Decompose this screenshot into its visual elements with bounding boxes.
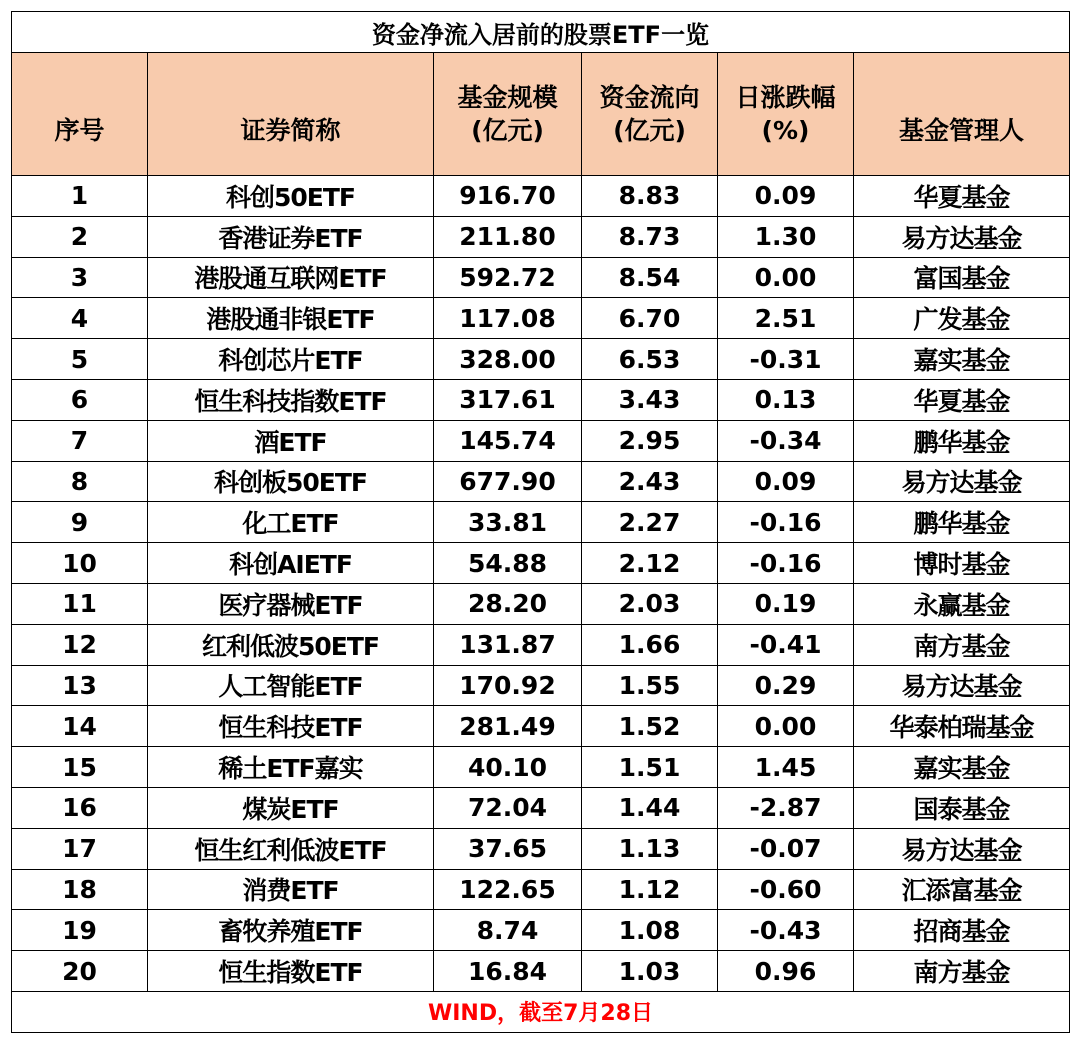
cell-manager: 华泰柏瑞基金 <box>854 706 1070 747</box>
cell-flow: 1.08 <box>582 910 718 951</box>
cell-change: 0.13 <box>718 379 854 420</box>
cell-change: -0.31 <box>718 339 854 380</box>
cell-manager: 广发基金 <box>854 298 1070 339</box>
cell-name: 红利低波50ETF <box>148 624 434 665</box>
cell-scale: 281.49 <box>434 706 582 747</box>
cell-scale: 28.20 <box>434 583 582 624</box>
cell-scale: 33.81 <box>434 502 582 543</box>
table-row <box>12 176 1070 217</box>
cell-change: 0.19 <box>718 583 854 624</box>
cell-change: 0.09 <box>718 176 854 217</box>
cell-flow: 1.44 <box>582 787 718 828</box>
cell-manager: 博时基金 <box>854 543 1070 584</box>
cell-no: 6 <box>12 379 148 420</box>
header-scale-line1: 基金规模 <box>457 83 558 112</box>
cell-scale: 72.04 <box>434 787 582 828</box>
cell-no: 15 <box>12 747 148 788</box>
header-name-line2: 证券简称 <box>240 116 341 145</box>
cell-no: 14 <box>12 706 148 747</box>
cell-name: 化工ETF <box>148 502 434 543</box>
cell-name: 科创芯片ETF <box>148 339 434 380</box>
cell-no: 11 <box>12 583 148 624</box>
header-manager <box>854 53 1070 176</box>
table-row <box>12 624 1070 665</box>
table-row <box>12 747 1070 788</box>
table-row <box>12 951 1070 992</box>
cell-flow: 6.70 <box>582 298 718 339</box>
table-body <box>12 176 1070 992</box>
header-no-line2: 序号 <box>54 116 105 145</box>
cell-no: 4 <box>12 298 148 339</box>
cell-scale: 328.00 <box>434 339 582 380</box>
cell-no: 12 <box>12 624 148 665</box>
cell-scale: 117.08 <box>434 298 582 339</box>
cell-manager: 华夏基金 <box>854 379 1070 420</box>
cell-change: 0.00 <box>718 257 854 298</box>
table-row <box>12 706 1070 747</box>
cell-manager: 国泰基金 <box>854 787 1070 828</box>
cell-manager: 永赢基金 <box>854 583 1070 624</box>
cell-manager: 易方达基金 <box>854 828 1070 869</box>
table-row <box>12 461 1070 502</box>
table-row <box>12 787 1070 828</box>
table-row <box>12 216 1070 257</box>
cell-scale: 37.65 <box>434 828 582 869</box>
table-row <box>12 869 1070 910</box>
cell-change: -0.60 <box>718 869 854 910</box>
etf-table <box>11 11 1070 1033</box>
cell-no: 1 <box>12 176 148 217</box>
cell-manager: 华夏基金 <box>854 176 1070 217</box>
cell-flow: 1.13 <box>582 828 718 869</box>
cell-name: 医疗器械ETF <box>148 583 434 624</box>
cell-change: -0.43 <box>718 910 854 951</box>
cell-scale: 131.87 <box>434 624 582 665</box>
cell-scale: 592.72 <box>434 257 582 298</box>
cell-flow: 2.95 <box>582 420 718 461</box>
cell-name: 酒ETF <box>148 420 434 461</box>
cell-flow: 2.03 <box>582 583 718 624</box>
cell-change: 0.00 <box>718 706 854 747</box>
cell-name: 煤炭ETF <box>148 787 434 828</box>
cell-change: -0.41 <box>718 624 854 665</box>
cell-scale: 8.74 <box>434 910 582 951</box>
cell-no: 7 <box>12 420 148 461</box>
table-row <box>12 828 1070 869</box>
table-row <box>12 379 1070 420</box>
cell-change: 0.96 <box>718 951 854 992</box>
table-row <box>12 583 1070 624</box>
cell-manager: 汇添富基金 <box>854 869 1070 910</box>
table-row <box>12 257 1070 298</box>
cell-flow: 8.54 <box>582 257 718 298</box>
header-flow-line1: 资金流向 <box>599 83 700 112</box>
table-row <box>12 420 1070 461</box>
cell-manager: 招商基金 <box>854 910 1070 951</box>
table-row <box>12 339 1070 380</box>
table-row <box>12 910 1070 951</box>
cell-change: -0.16 <box>718 502 854 543</box>
cell-flow: 3.43 <box>582 379 718 420</box>
cell-manager: 易方达基金 <box>854 216 1070 257</box>
cell-flow: 2.43 <box>582 461 718 502</box>
cell-no: 17 <box>12 828 148 869</box>
table-row <box>12 298 1070 339</box>
cell-scale: 122.65 <box>434 869 582 910</box>
cell-name: 香港证券ETF <box>148 216 434 257</box>
cell-flow: 6.53 <box>582 339 718 380</box>
cell-no: 10 <box>12 543 148 584</box>
cell-change: 0.29 <box>718 665 854 706</box>
cell-name: 畜牧养殖ETF <box>148 910 434 951</box>
cell-name: 恒生红利低波ETF <box>148 828 434 869</box>
cell-name: 恒生指数ETF <box>148 951 434 992</box>
cell-scale: 40.10 <box>434 747 582 788</box>
header-flow <box>582 53 718 176</box>
header-scale-line2: (亿元) <box>471 116 544 145</box>
cell-no: 13 <box>12 665 148 706</box>
cell-flow: 2.27 <box>582 502 718 543</box>
cell-change: -0.07 <box>718 828 854 869</box>
header-change-line2: (%) <box>761 116 810 145</box>
cell-flow: 1.55 <box>582 665 718 706</box>
cell-change: 2.51 <box>718 298 854 339</box>
cell-scale: 54.88 <box>434 543 582 584</box>
cell-scale: 170.92 <box>434 665 582 706</box>
cell-manager: 嘉实基金 <box>854 339 1070 380</box>
cell-scale: 916.70 <box>434 176 582 217</box>
cell-scale: 211.80 <box>434 216 582 257</box>
cell-scale: 677.90 <box>434 461 582 502</box>
cell-name: 消费ETF <box>148 869 434 910</box>
header-row <box>12 53 1070 176</box>
cell-manager: 鹏华基金 <box>854 502 1070 543</box>
cell-flow: 2.12 <box>582 543 718 584</box>
cell-scale: 145.74 <box>434 420 582 461</box>
header-scale <box>434 53 582 176</box>
cell-manager: 南方基金 <box>854 951 1070 992</box>
table-row <box>12 665 1070 706</box>
cell-name: 恒生科技指数ETF <box>148 379 434 420</box>
header-change-line1: 日涨跌幅 <box>735 83 836 112</box>
cell-name: 科创AIETF <box>148 543 434 584</box>
cell-flow: 1.12 <box>582 869 718 910</box>
cell-scale: 16.84 <box>434 951 582 992</box>
cell-no: 3 <box>12 257 148 298</box>
table-title: 资金净流入居前的股票ETF一览 <box>12 12 1070 53</box>
cell-manager: 嘉实基金 <box>854 747 1070 788</box>
source-note: WIND，截至7月28日 <box>12 991 1070 1032</box>
cell-name: 科创50ETF <box>148 176 434 217</box>
cell-no: 19 <box>12 910 148 951</box>
cell-flow: 8.73 <box>582 216 718 257</box>
cell-name: 人工智能ETF <box>148 665 434 706</box>
cell-change: -2.87 <box>718 787 854 828</box>
cell-flow: 8.83 <box>582 176 718 217</box>
cell-manager: 富国基金 <box>854 257 1070 298</box>
cell-change: -0.16 <box>718 543 854 584</box>
cell-no: 8 <box>12 461 148 502</box>
header-manager-line2: 基金管理人 <box>898 116 1024 145</box>
cell-no: 9 <box>12 502 148 543</box>
cell-manager: 鹏华基金 <box>854 420 1070 461</box>
cell-no: 16 <box>12 787 148 828</box>
cell-manager: 南方基金 <box>854 624 1070 665</box>
cell-flow: 1.52 <box>582 706 718 747</box>
cell-change: 1.45 <box>718 747 854 788</box>
cell-no: 5 <box>12 339 148 380</box>
cell-no: 2 <box>12 216 148 257</box>
cell-no: 18 <box>12 869 148 910</box>
header-change <box>718 53 854 176</box>
cell-name: 港股通互联网ETF <box>148 257 434 298</box>
table-row <box>12 543 1070 584</box>
cell-scale: 317.61 <box>434 379 582 420</box>
cell-name: 科创板50ETF <box>148 461 434 502</box>
header-no <box>12 53 148 176</box>
table-row <box>12 502 1070 543</box>
cell-change: 0.09 <box>718 461 854 502</box>
cell-change: 1.30 <box>718 216 854 257</box>
cell-name: 恒生科技ETF <box>148 706 434 747</box>
cell-flow: 1.03 <box>582 951 718 992</box>
cell-change: -0.34 <box>718 420 854 461</box>
cell-manager: 易方达基金 <box>854 665 1070 706</box>
cell-manager: 易方达基金 <box>854 461 1070 502</box>
cell-no: 20 <box>12 951 148 992</box>
header-flow-line2: (亿元) <box>613 116 686 145</box>
header-name <box>148 53 434 176</box>
cell-flow: 1.51 <box>582 747 718 788</box>
cell-flow: 1.66 <box>582 624 718 665</box>
cell-name: 港股通非银ETF <box>148 298 434 339</box>
cell-name: 稀土ETF嘉实 <box>148 747 434 788</box>
